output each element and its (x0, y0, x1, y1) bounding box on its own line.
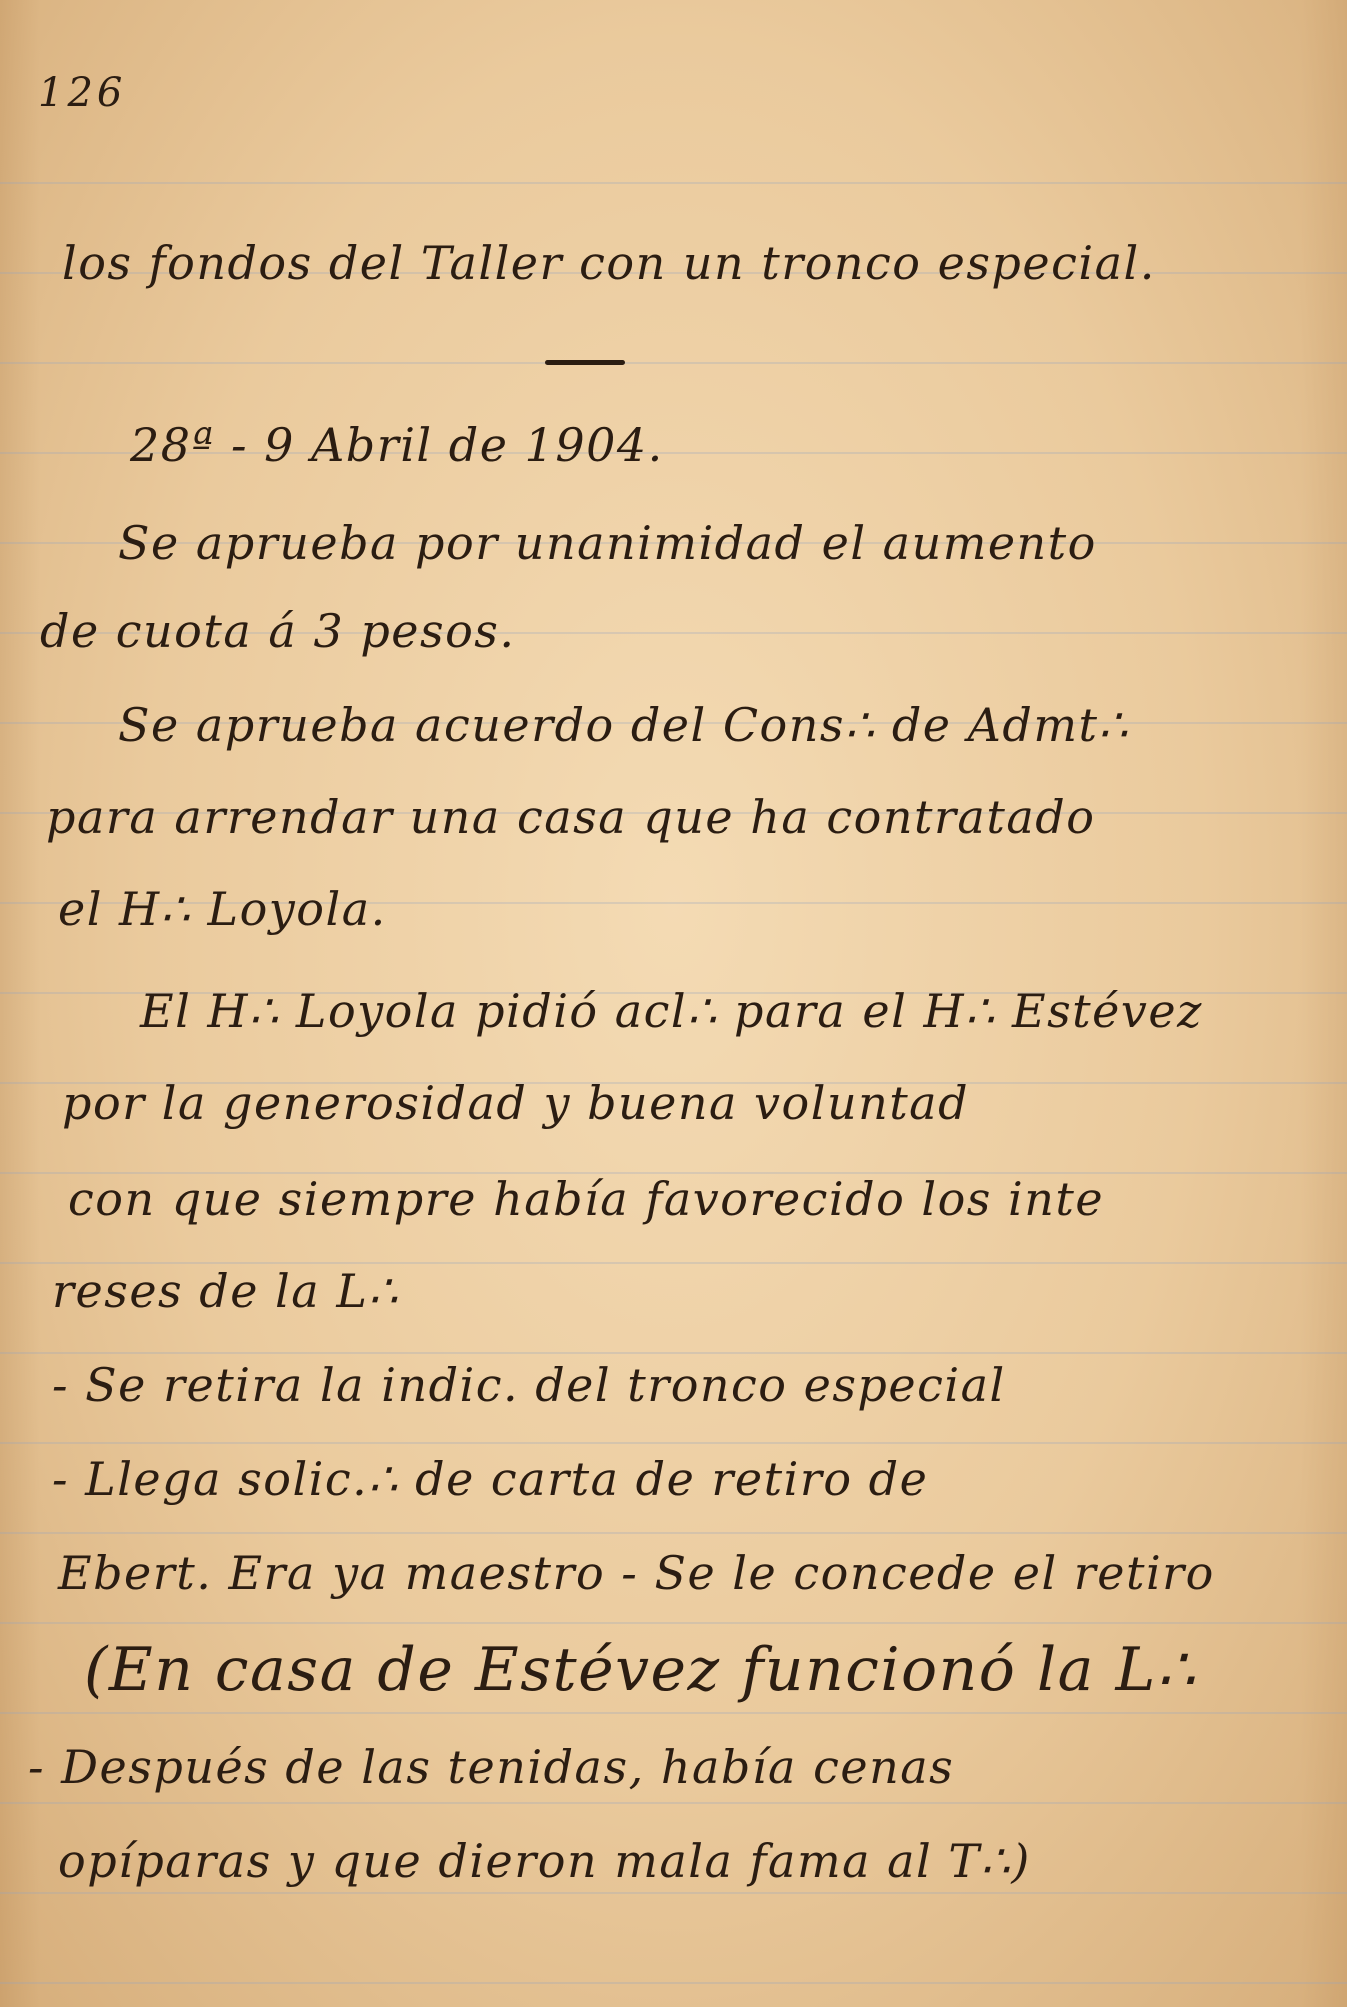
ruled-line (0, 182, 1347, 184)
text-line-5: Se aprueba acuerdo del Cons∴ de Admt∴ (118, 698, 1130, 752)
text-line-6: para arrendar una casa que ha contratado (46, 790, 1096, 844)
text-line-8: El H∴ Loyola pidió acl∴ para el H∴ Estévez (140, 984, 1203, 1038)
text-line-10: con que siempre había favorecido los inte (68, 1172, 1105, 1226)
ruled-line (0, 1532, 1347, 1534)
text-line-13: - Llega solic.∴ de carta de retiro de (52, 1452, 929, 1506)
text-line-17: opíparas y que dieron mala fama al T∴) (58, 1834, 1031, 1888)
text-line-4: de cuota á 3 pesos. (40, 604, 516, 658)
page-number: 126 (38, 70, 127, 116)
ruled-line (0, 1892, 1347, 1894)
ruled-line (0, 1802, 1347, 1804)
text-line-9: por la generosidad y buena voluntad (62, 1076, 970, 1130)
text-line-3: Se aprueba por unanimidad el aumento (118, 516, 1097, 570)
ruled-line (0, 1352, 1347, 1354)
text-line-14: Ebert. Era ya maestro - Se le concede el retiro (58, 1546, 1215, 1600)
text-line-1: los fondos del Taller con un tronco especial. (62, 236, 1156, 290)
ruled-line (0, 1712, 1347, 1714)
text-line-16: - Después de las tenidas, había cenas (28, 1740, 955, 1794)
text-line-7: el H∴ Loyola. (58, 882, 387, 936)
text-line-12: - Se retira la indic. del tronco especial (52, 1358, 1006, 1412)
ruled-line (0, 362, 1347, 364)
ruled-line (0, 1982, 1347, 1984)
text-line-11: reses de la L∴ (52, 1264, 400, 1318)
ruled-line (0, 1442, 1347, 1444)
session-heading: 28ª - 9 Abril de 1904. (130, 418, 664, 472)
text-line-15: (En casa de Estévez funcionó la L∴ (84, 1635, 1197, 1705)
section-divider (545, 360, 625, 365)
ruled-line (0, 1622, 1347, 1624)
